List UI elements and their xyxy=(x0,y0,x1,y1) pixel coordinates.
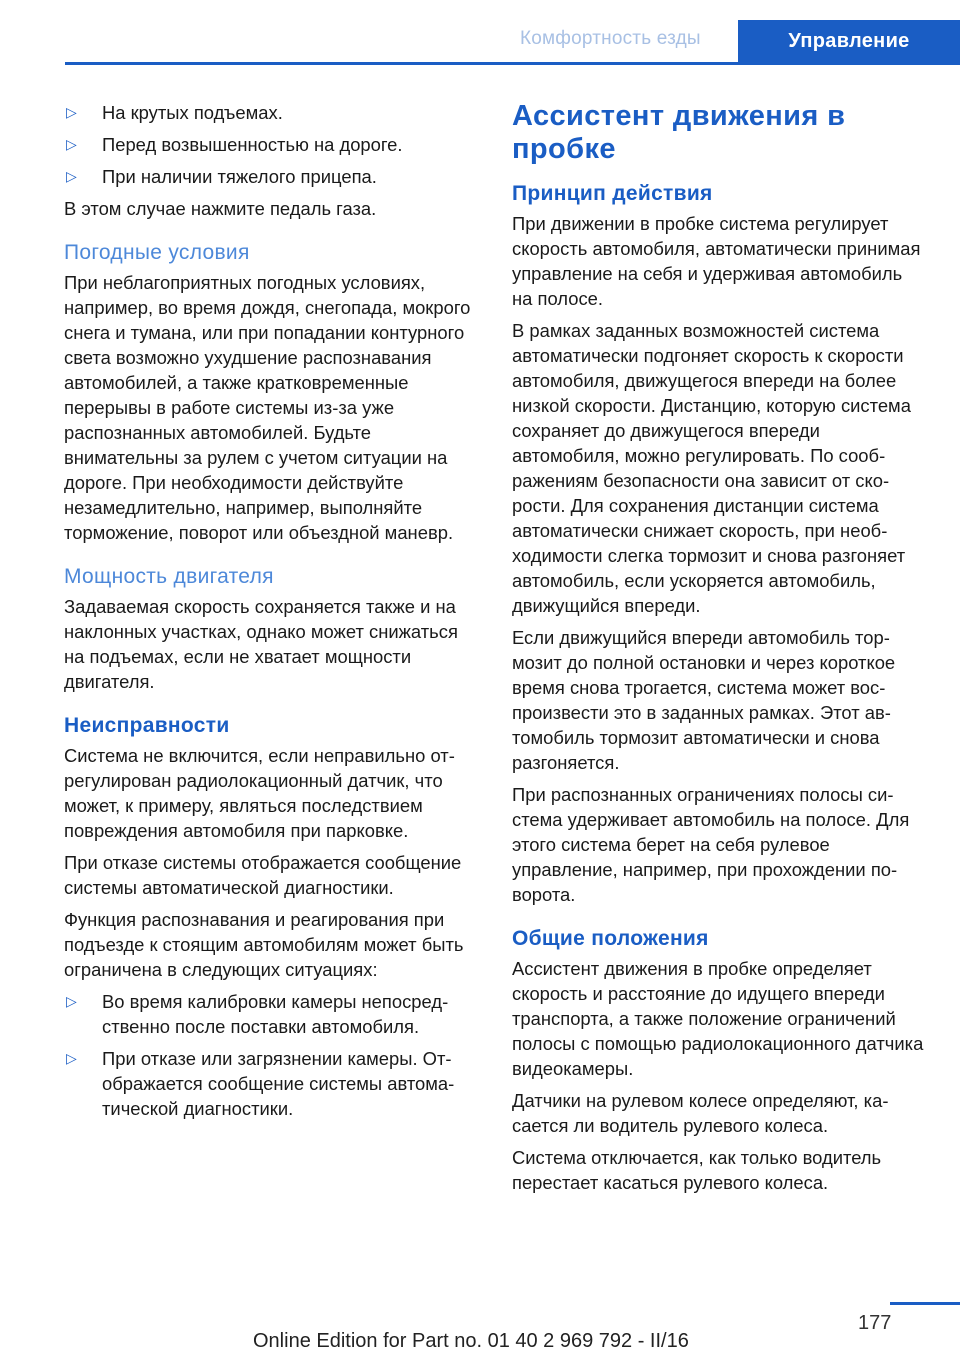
paragraph: Система отключается, как только водитель перестает касаться рулевого колеса. xyxy=(512,1147,882,1193)
heading-faults: Неисправности xyxy=(64,714,230,737)
page-number: 177 xyxy=(858,1312,892,1334)
paragraph: Задаваемая скорость сохраняется также и на наклонных участках, однако может снижаться на подъемах, если не хватает мощности двигателя. xyxy=(64,596,458,692)
paragraph: В рамках заданных возможностей система автоматически подгоняет скорость к скорости автомобиля, движущегося впереди на более низкой скорости. Дистанцию, которую система сохраняет до движущегося впереди автомобиля, можно регулировать. По соображениям безопасности она зависит от скорости. Для сохранения дистанции система автоматически снижает скорость, при необходимости слегка тормозит и снова разгоняет автомобиль, если ускоряется автомобиль, движущийся впереди. xyxy=(512,320,911,616)
paragraph: При отказе системы отображается сообщение системы автоматической диагностики. xyxy=(64,852,462,898)
paragraph: Датчики на рулевом колесе определяют, касается ли водитель рулевого колеса. xyxy=(512,1090,889,1136)
paragraph: При неблагоприятных погодных условиях, например, во время дождя, снегопада, мокрого снега и тумана, или при попадании контурного света возможно ухудшение распознавания автомобилей, а также кратковременные перерывы в работе системы из-за уже распознанных автомобилей. Будьте внимательны за рулем с учетом ситуации на дороге. При необходимости действуйте незамедлительно, например, выполняйте торможение, поворот или объездной маневр. xyxy=(64,272,471,543)
paragraph: Система не включится, если неправильно отрегулирован радиолокационный датчик, что может, к примеру, являться последствием повреждения автомобиля при парковке. xyxy=(64,745,455,841)
header-section-title: Комфортность езды xyxy=(520,28,701,49)
list-item: ▷ Во время калибровки камеры непосредственно после поставки автомобиля. xyxy=(66,991,449,1037)
heading-general: Общие положения xyxy=(512,927,709,950)
list-item: ▷ На крутых подъемах. xyxy=(66,102,283,123)
right-column xyxy=(512,100,926,1202)
paragraph: При движении в пробке система регулирует скорость автомобиля, автоматически принимая управление на себя и удерживая автомобиль на полосе. xyxy=(512,213,921,309)
triangle-bullet-icon: ▷ xyxy=(66,1050,77,1066)
list-item: ▷ Перед возвышенностью на дороге. xyxy=(66,134,403,155)
heading-weather: Погодные условия xyxy=(64,241,250,264)
heading-engine: Мощность двигателя xyxy=(64,565,274,588)
paragraph: При распознанных ограничениях полосы система удерживает автомобиль на полосе. Для этого система берет на себя рулевое управление, например, при прохождении поворота. xyxy=(512,784,910,905)
header-chapter-tab: Управление xyxy=(738,20,960,62)
paragraph: Если движущийся впереди автомобиль тормозит до полной остановки и через короткое время снова трогается, система может воспроизвести это в заданных рамках. Этот автомобиль тормозит автоматически и снова разгоняется. xyxy=(512,627,896,773)
paragraph: В этом случае нажмите педаль газа. xyxy=(64,198,377,219)
list-item: ▷ При наличии тяжелого прицепа. xyxy=(66,166,377,187)
edition-footer: Online Edition for Part no. 01 40 2 969 792 - II/16 xyxy=(253,1330,689,1352)
paragraph: Ассистент движения в пробке определяет скорость и расстояние до идущего впереди транспорта, а также положение ограничений полосы с помощью радиолокационного датчика видеокамеры. xyxy=(512,958,924,1079)
paragraph: Функция распознавания и реагирования при подъезде к стоящим автомобилям может быть ограничена в следующих ситуациях: xyxy=(64,909,464,980)
triangle-bullet-icon: ▷ xyxy=(66,136,77,152)
list-item: ▷ При отказе или загрязнении камеры. Отображается сообщение системы автоматической диагностики. xyxy=(66,1048,455,1119)
left-column xyxy=(64,100,479,1128)
header-rule xyxy=(65,62,960,65)
section-title: Ассистент движения в пробке xyxy=(512,100,846,165)
triangle-bullet-icon: ▷ xyxy=(66,993,77,1009)
triangle-bullet-icon: ▷ xyxy=(66,168,77,184)
page-header xyxy=(0,20,960,62)
heading-principle: Принцип действия xyxy=(512,182,713,205)
triangle-bullet-icon: ▷ xyxy=(66,104,77,120)
footer-rule xyxy=(890,1302,960,1305)
